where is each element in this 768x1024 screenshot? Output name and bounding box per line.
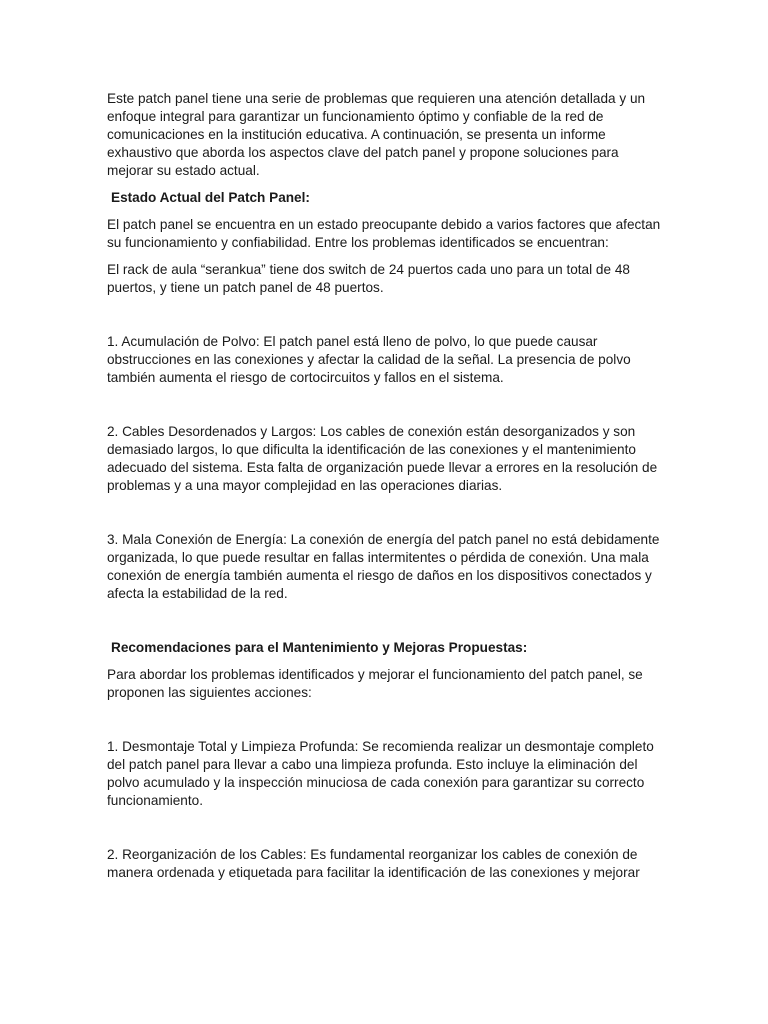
intro-paragraph: Este patch panel tiene una serie de problemas que requieren una atención detallada y un enfoque integral para garantizar un funcionamiento óptimo y confiable de la red de comunicaciones en la institución educativa. A continuación, se presenta un informe exhaustivo que aborda los aspectos clave del patch panel y propone soluciones para mejorar su estado actual. — [107, 91, 646, 178]
document-body — [107, 90, 662, 882]
paragraph-recomendaciones-intro: Para abordar los problemas identificados y mejorar el funcionamiento del patch panel, se proponen las siguientes acciones: — [107, 667, 643, 700]
paragraph-rack-aula: El rack de aula “serankua” tiene dos switch de 24 puertos cada uno para un total de 48 puertos, y tiene un patch panel de 48 puertos. — [107, 262, 630, 295]
section-heading-recomendaciones: Recomendaciones para el Mantenimiento y Mejoras Propuestas: — [111, 640, 528, 655]
recommendation-item-cables: 2. Reorganización de los Cables: Es fundamental reorganizar los cables de conexión de manera ordenada y etiquetada para facilitar la identificación de las conexiones y mejorar — [107, 847, 640, 880]
problem-item-energia: 3. Mala Conexión de Energía: La conexión de energía del patch panel no está debidamente organizada, lo que puede resultar en fallas intermitentes o pérdida de conexión. Una mala conexión de energía también aumenta el riesgo de daños en los dispositivos conectados y afecta la estabilidad de la red. — [107, 532, 660, 601]
section-heading-estado-actual: Estado Actual del Patch Panel: — [111, 190, 310, 205]
recommendation-item-limpieza: 1. Desmontaje Total y Limpieza Profunda: Se recomienda realizar un desmontaje completo del patch panel para llevar a cabo una limpieza profunda. Esto incluye la eliminación del polvo acumulado y la inspección minuciosa de cada conexión para garantizar su correcto funcionamiento. — [107, 739, 654, 808]
problem-item-cables: 2. Cables Desordenados y Largos: Los cables de conexión están desorganizados y son demasiado largos, lo que dificulta la identificación de las conexiones y el mantenimiento adecuado del sistema. Esta falta de organización puede llevar a errores en la resolución de problemas y a una mayor complejidad en las operaciones diarias. — [107, 424, 658, 493]
problem-item-polvo: 1. Acumulación de Polvo: El patch panel está lleno de polvo, lo que puede causar obstrucciones en las conexiones y afectar la calidad de la señal. La presencia de polvo también aumenta el riesgo de cortocircuitos y fallos en el sistema. — [107, 334, 631, 385]
paragraph-estado-descripcion: El patch panel se encuentra en un estado preocupante debido a varios factores que afectan su funcionamiento y confiabilidad. Entre los problemas identificados se encuentran: — [107, 217, 661, 250]
